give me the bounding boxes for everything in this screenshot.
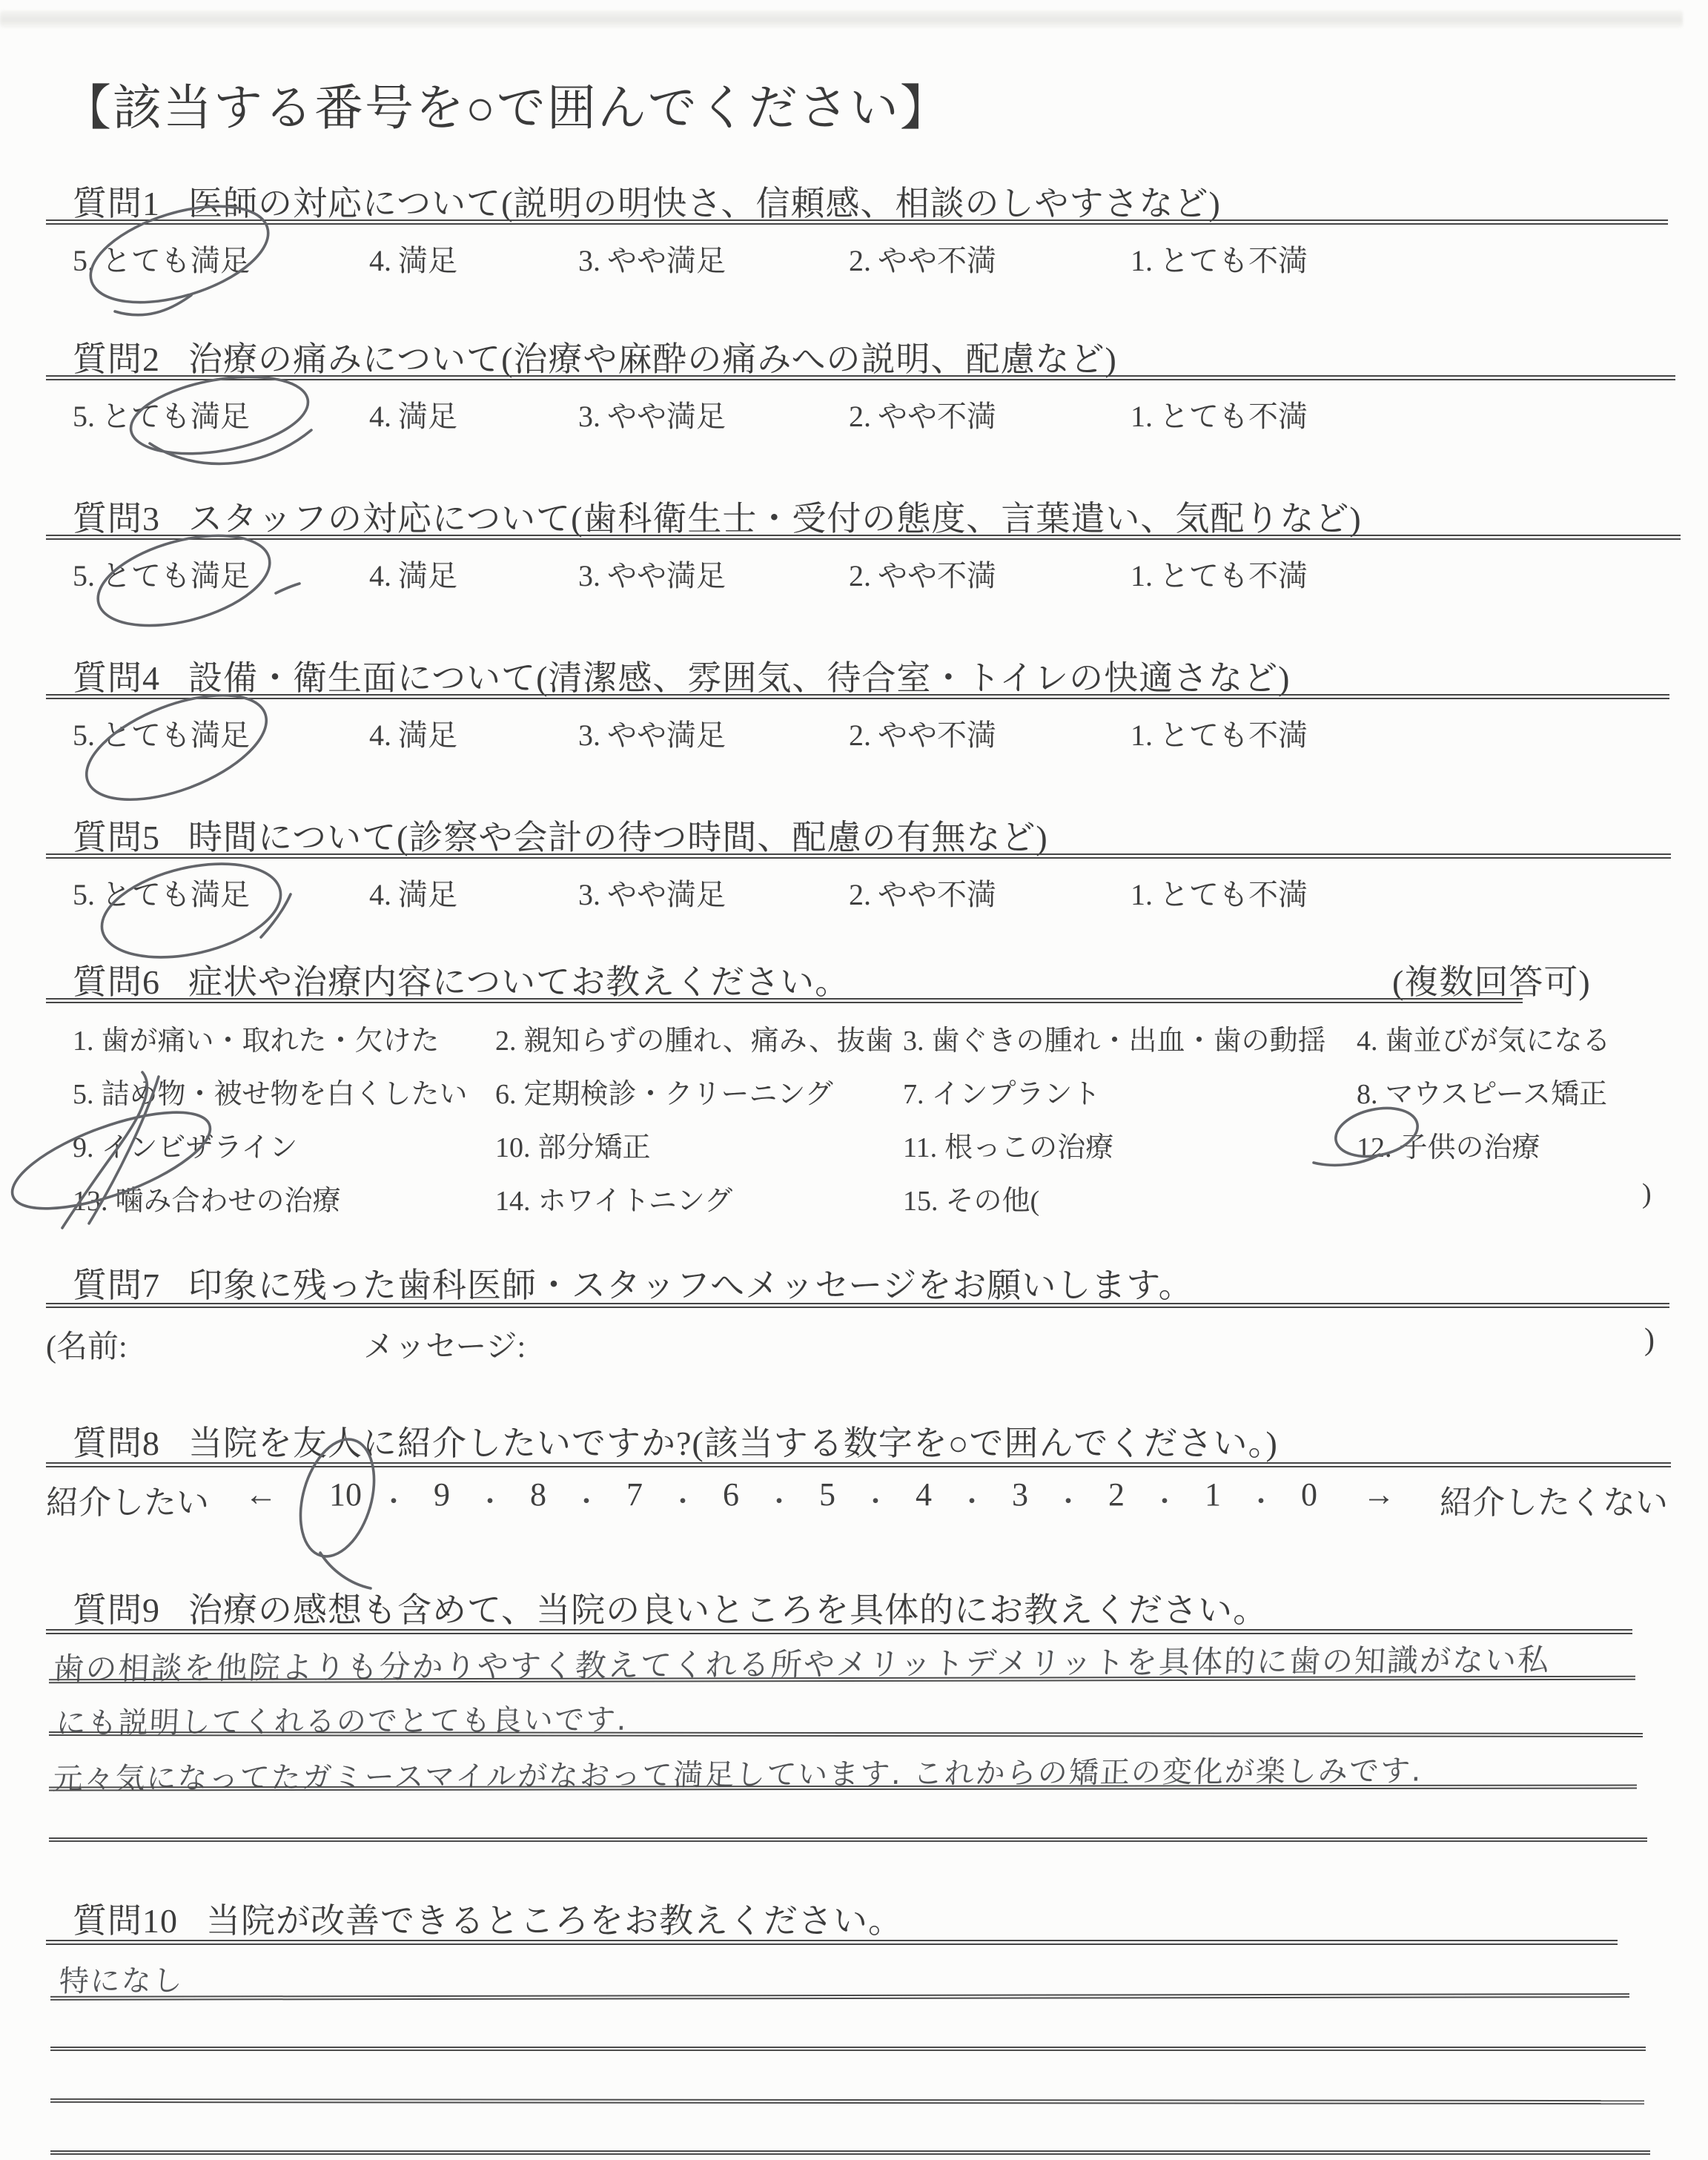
q6-item-7: 7. インプラント xyxy=(903,1079,1101,1110)
q1-opt-5: 5. とても満足 xyxy=(73,244,250,277)
q10-text: 当院が改善できるところをお教えください。 xyxy=(206,1902,903,1940)
q3-number: 質問3 xyxy=(73,500,160,538)
q3-opt-5: 5. とても満足 xyxy=(73,559,250,592)
q7-number: 質問7 xyxy=(73,1266,160,1304)
q3-text: スタッフの対応について(歯科衛生士・受付の態度、言葉遣い、気配りなど) xyxy=(188,500,1362,538)
q3-opt-3: 3. やや満足 xyxy=(578,559,726,592)
q6-item-4: 4. 歯並びが気になる xyxy=(1357,1025,1611,1057)
q2-opt-4: 4. 満足 xyxy=(369,400,457,433)
q6-item-12: 12. 子供の治療 xyxy=(1357,1132,1540,1163)
q2-number: 質問2 xyxy=(73,340,160,378)
q8-num-3: 3 xyxy=(1012,1476,1028,1513)
q8-dot: ・ xyxy=(1151,1487,1179,1516)
q6-item-11: 11. 根っこの治療 xyxy=(903,1132,1114,1163)
q8-left-label: 紹介したい xyxy=(46,1484,209,1521)
q8-dot: ・ xyxy=(765,1487,793,1516)
q6-item-15-close: ) xyxy=(1642,1178,1652,1209)
q8-dot: ・ xyxy=(669,1487,697,1516)
q4-opt-5: 5. とても満足 xyxy=(73,719,250,752)
q4-title xyxy=(73,651,1290,700)
q8-num-1: 1 xyxy=(1205,1476,1221,1513)
q3-opt-2: 2. やや不満 xyxy=(849,559,996,592)
q7-text: 印象に残った歯科医師・スタッフへメッセージをお願いします。 xyxy=(188,1266,1194,1304)
q3-opt-4: 4. 満足 xyxy=(369,559,457,592)
q9-number: 質問9 xyxy=(73,1591,160,1629)
q1-opt-3: 3. やや満足 xyxy=(578,244,726,277)
q8-title xyxy=(73,1416,1278,1465)
q5-opt-1: 1. とても不満 xyxy=(1131,878,1308,911)
q8-right-label: 紹介したくない xyxy=(1440,1484,1668,1521)
q2-rule xyxy=(46,375,1675,380)
circle-q1-tail xyxy=(115,295,191,315)
q7-title xyxy=(73,1258,1194,1307)
q4-text: 設備・衛生面について(清潔感、雰囲気、待合室・トイレの快適さなど) xyxy=(188,659,1291,697)
q10-number: 質問10 xyxy=(73,1902,178,1940)
q8-rule xyxy=(46,1462,1671,1467)
q1-opt-4: 4. 満足 xyxy=(369,244,457,277)
q2-opt-2: 2. やや不満 xyxy=(849,400,996,433)
q4-opt-1: 1. とても不満 xyxy=(1131,719,1308,752)
q7-close-paren: ) xyxy=(1644,1323,1655,1357)
q6-item-3: 3. 歯ぐきの腫れ・出血・歯の動揺 xyxy=(903,1025,1326,1057)
q8-num-8: 8 xyxy=(530,1476,546,1513)
q8-num-6: 6 xyxy=(723,1476,739,1513)
q6-item-13: 13. 噛み合わせの治療 xyxy=(73,1186,341,1217)
q2-title xyxy=(73,332,1117,381)
q6-item-14: 14. ホワイトニング xyxy=(495,1186,733,1217)
q8-dot: ・ xyxy=(958,1487,986,1516)
q5-opt-3: 3. やや満足 xyxy=(578,878,726,911)
q4-opt-4: 4. 満足 xyxy=(369,719,457,752)
q6-number: 質問6 xyxy=(73,963,160,1001)
circle-q3-tick xyxy=(276,584,299,593)
q2-text: 治療の痛みについて(治療や麻酔の痛みへの説明、配慮など) xyxy=(188,340,1117,378)
q5-opt-4: 4. 満足 xyxy=(369,878,457,911)
q8-dot: ・ xyxy=(476,1487,504,1516)
q6-item-5: 5. 詰め物・被せ物を白くしたい xyxy=(73,1079,468,1110)
q8-num-10: 10 xyxy=(329,1476,362,1513)
q6-item-6: 6. 定期検診・クリーニング xyxy=(495,1079,833,1110)
q8-dot: ・ xyxy=(1054,1487,1082,1516)
q4-number: 質問4 xyxy=(73,659,160,697)
q9-text: 治療の感想も含めて、当院の良いところを具体的にお教えください。 xyxy=(188,1591,1268,1629)
q1-opt-1: 1. とても不満 xyxy=(1131,244,1308,277)
q7-rule xyxy=(46,1303,1669,1308)
q5-rule xyxy=(46,853,1671,859)
q1-opt-2: 2. やや不満 xyxy=(849,244,996,277)
q3-title xyxy=(73,492,1362,541)
q8-dot: ・ xyxy=(1247,1487,1275,1516)
q4-opt-2: 2. やや不満 xyxy=(849,719,996,752)
q9-title xyxy=(73,1583,1268,1632)
q10-handwriting-answer: 特になし xyxy=(58,1964,185,1999)
scan-shadow-band xyxy=(0,10,1683,28)
q2-opt-1: 1. とても不満 xyxy=(1131,400,1308,433)
q5-text: 時間について(診察や会計の待つ時間、配慮の有無など) xyxy=(188,819,1048,856)
q9-handwriting-line1: 歯の相談を他院よりも分かりやすく教えてくれる所やメリットデメリットを具体的に歯の知識がない私 xyxy=(52,1641,1552,1688)
q5-opt-2: 2. やや不満 xyxy=(849,878,996,911)
q10-answer-line-4 xyxy=(50,2150,1650,2155)
q8-dot: ・ xyxy=(380,1487,408,1516)
q6-item-15: 15. その他( xyxy=(903,1186,1040,1217)
q8-left-arrow-icon: ← xyxy=(245,1476,277,1513)
q3-rule xyxy=(46,535,1681,540)
q10-answer-line-3 xyxy=(50,2098,1644,2104)
q8-text: 当院を友人に紹介したいですか?(該当する数字を○で囲んでください。) xyxy=(188,1424,1278,1462)
q2-opt-3: 3. やや満足 xyxy=(578,400,726,433)
q6-note: (複数回答可) xyxy=(1392,963,1591,1001)
q1-rule xyxy=(46,219,1668,225)
q8-num-2: 2 xyxy=(1108,1476,1125,1513)
q1-title xyxy=(73,176,1221,225)
q6-item-9: 9. インビザライン xyxy=(73,1132,298,1163)
q9-handwriting-line2: にも説明してくれるのでとても良いです. xyxy=(55,1702,629,1741)
q9-answer-line-4 xyxy=(49,1837,1647,1842)
q10-answer-line-2 xyxy=(50,2047,1646,2051)
q8-dot: ・ xyxy=(861,1487,890,1516)
q8-num-5: 5 xyxy=(819,1476,835,1513)
q10-answer-line-1 xyxy=(50,1993,1629,2001)
sheet-heading: 【該当する番号を○で囲んでください】 xyxy=(62,82,950,136)
q6-title xyxy=(73,955,850,1004)
q8-right-arrow-icon: → xyxy=(1363,1476,1395,1513)
q10-rule xyxy=(46,1940,1618,1945)
q6-text: 症状や治療内容についてお教えください。 xyxy=(188,963,850,1001)
circle-q5-tail xyxy=(261,894,291,937)
q6-rule xyxy=(46,998,1523,1003)
q4-rule xyxy=(46,694,1669,699)
q1-text: 医師の対応について(説明の明快さ、信頼感、相談のしやすさなど) xyxy=(188,185,1221,222)
q8-number: 質問8 xyxy=(73,1424,160,1462)
q5-title xyxy=(73,810,1048,859)
q8-num-7: 7 xyxy=(626,1476,643,1513)
q6-item-10: 10. 部分矯正 xyxy=(495,1132,651,1163)
q7-name-label: (名前: xyxy=(46,1330,128,1364)
q6-item-8: 8. マウスピース矯正 xyxy=(1357,1079,1607,1110)
q8-num-0: 0 xyxy=(1301,1476,1317,1513)
q4-opt-3: 3. やや満足 xyxy=(578,719,726,752)
q9-handwriting-line3: 元々気になってたガミースマイルがなおって満足しています. これからの矯正の変化が楽しみです. xyxy=(52,1754,1423,1797)
q6-item-1: 1. 歯が痛い・取れた・欠けた xyxy=(73,1025,440,1057)
q8-num-4: 4 xyxy=(916,1476,932,1513)
q7-message-label: メッセージ: xyxy=(363,1330,526,1364)
q5-opt-5: 5. とても満足 xyxy=(73,878,250,911)
q6-item-2: 2. 親知らずの腫れ、痛み、抜歯 xyxy=(495,1025,894,1057)
q10-title xyxy=(73,1894,903,1943)
q9-rule xyxy=(46,1629,1632,1634)
q3-opt-1: 1. とても不満 xyxy=(1131,559,1308,592)
q2-opt-5: 5. とても満足 xyxy=(73,400,250,433)
q8-dot: ・ xyxy=(572,1487,600,1516)
q1-number: 質問1 xyxy=(73,185,160,222)
q5-number: 質問5 xyxy=(73,819,160,856)
q8-num-9: 9 xyxy=(434,1476,450,1513)
